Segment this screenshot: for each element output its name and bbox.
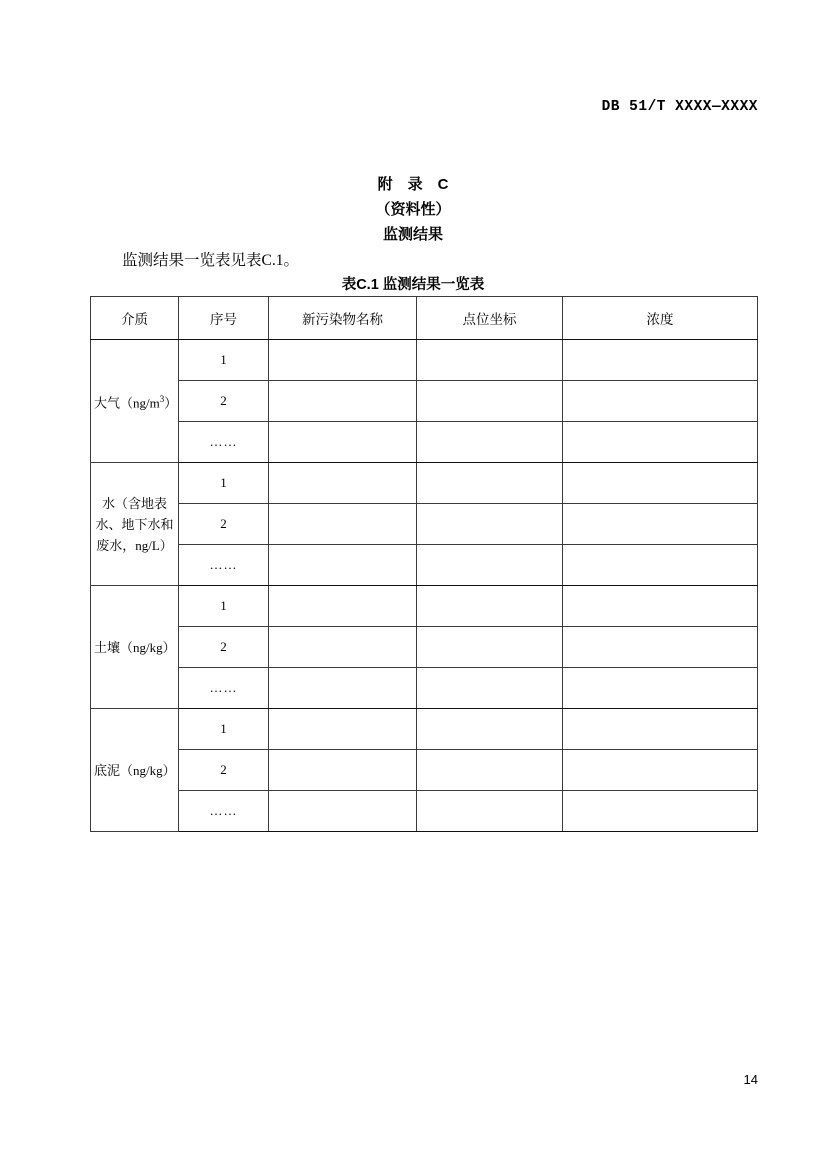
site-coordinate-cell[interactable]: [417, 422, 563, 463]
site-coordinate-cell[interactable]: [417, 463, 563, 504]
column-header-concentration: 浓度: [563, 297, 758, 340]
concentration-cell[interactable]: [563, 340, 758, 381]
row-index-cell: 1: [179, 463, 269, 504]
site-coordinate-cell[interactable]: [417, 504, 563, 545]
concentration-cell[interactable]: [563, 545, 758, 586]
table-row: [91, 463, 758, 504]
table-row: [91, 340, 758, 381]
row-index-cell: 2: [179, 627, 269, 668]
concentration-cell[interactable]: [563, 504, 758, 545]
concentration-cell[interactable]: [563, 791, 758, 832]
standard-code-header: DB 51/T XXXX—XXXX: [601, 99, 758, 115]
concentration-cell[interactable]: [563, 750, 758, 791]
table-caption: 表C.1 监测结果一览表: [341, 277, 485, 293]
pollutant-name-cell[interactable]: [269, 545, 417, 586]
row-index-cell: 1: [179, 586, 269, 627]
site-coordinate-cell[interactable]: [417, 750, 563, 791]
pollutant-name-cell[interactable]: [269, 463, 417, 504]
medium-label-cell: 大气$(ng/m^3)$: [91, 340, 179, 463]
site-coordinate-cell[interactable]: [417, 545, 563, 586]
concentration-cell[interactable]: [563, 381, 758, 422]
medium-label-line: 土壤（ng/kg）: [94, 639, 176, 655]
pollutant-name-cell[interactable]: [269, 340, 417, 381]
table-row: [91, 791, 758, 832]
table-body: [91, 340, 758, 832]
concentration-cell[interactable]: [563, 627, 758, 668]
pollutant-name-cell[interactable]: [269, 504, 417, 545]
table-header-row: [91, 297, 758, 340]
concentration-cell[interactable]: [563, 586, 758, 627]
row-index-cell: 1: [179, 340, 269, 381]
table-row: [91, 381, 758, 422]
pollutant-name-cell[interactable]: [269, 381, 417, 422]
table-row: [91, 422, 758, 463]
site-coordinate-cell[interactable]: [417, 381, 563, 422]
annex-subject: 监测结果: [382, 226, 443, 243]
concentration-cell[interactable]: [563, 668, 758, 709]
monitoring-results-table: [90, 296, 758, 832]
table-row: [91, 709, 758, 750]
site-coordinate-cell[interactable]: [417, 586, 563, 627]
concentration-cell[interactable]: [563, 709, 758, 750]
table-header: [91, 297, 758, 340]
medium-label-cell: [91, 709, 179, 832]
medium-label-line: 底泥（ng/kg）: [94, 762, 176, 778]
row-ellipsis-cell: ……: [179, 791, 269, 832]
table-row: [91, 504, 758, 545]
annex-title: 附 录 C: [377, 176, 449, 193]
medium-label-line: 水、地下水和: [95, 516, 174, 532]
column-header-index: 序号: [179, 297, 269, 340]
site-coordinate-cell[interactable]: [417, 340, 563, 381]
medium-label-cell: [91, 463, 179, 586]
pollutant-name-cell[interactable]: [269, 709, 417, 750]
annex-title-block: [0, 172, 826, 247]
column-header-medium: 介质: [91, 297, 179, 340]
pollutant-name-cell[interactable]: [269, 422, 417, 463]
annex-nature: （资料性）: [375, 201, 451, 218]
site-coordinate-cell[interactable]: [417, 791, 563, 832]
row-index-cell: 2: [179, 504, 269, 545]
row-ellipsis-cell: ……: [179, 668, 269, 709]
medium-label-line: 水（含地表: [101, 495, 167, 511]
medium-label-line: 废水，ng/L）: [96, 537, 173, 553]
row-ellipsis-cell: ……: [179, 545, 269, 586]
unit-superscript: 3: [159, 393, 165, 404]
medium-label-cell: [91, 586, 179, 709]
table-row: [91, 627, 758, 668]
site-coordinate-cell[interactable]: [417, 709, 563, 750]
pollutant-name-cell[interactable]: [269, 627, 417, 668]
table-row: [91, 750, 758, 791]
row-index-cell: 2: [179, 750, 269, 791]
table-row: [91, 545, 758, 586]
column-header-coordinate: 点位坐标: [417, 297, 563, 340]
pollutant-name-cell[interactable]: [269, 791, 417, 832]
site-coordinate-cell[interactable]: [417, 668, 563, 709]
concentration-cell[interactable]: [563, 463, 758, 504]
body-paragraph: 监测结果一览表见表C.1。: [122, 252, 299, 269]
pollutant-name-cell[interactable]: [269, 750, 417, 791]
table-row: [91, 668, 758, 709]
row-index-cell: 2: [179, 381, 269, 422]
table-row: [91, 586, 758, 627]
concentration-cell[interactable]: [563, 422, 758, 463]
column-header-pollutant: 新污染物名称: [269, 297, 417, 340]
page-number: 14: [743, 1072, 758, 1087]
pollutant-name-cell[interactable]: [269, 586, 417, 627]
row-index-cell: 1: [179, 709, 269, 750]
row-ellipsis-cell: ……: [179, 422, 269, 463]
pollutant-name-cell[interactable]: [269, 668, 417, 709]
site-coordinate-cell[interactable]: [417, 627, 563, 668]
